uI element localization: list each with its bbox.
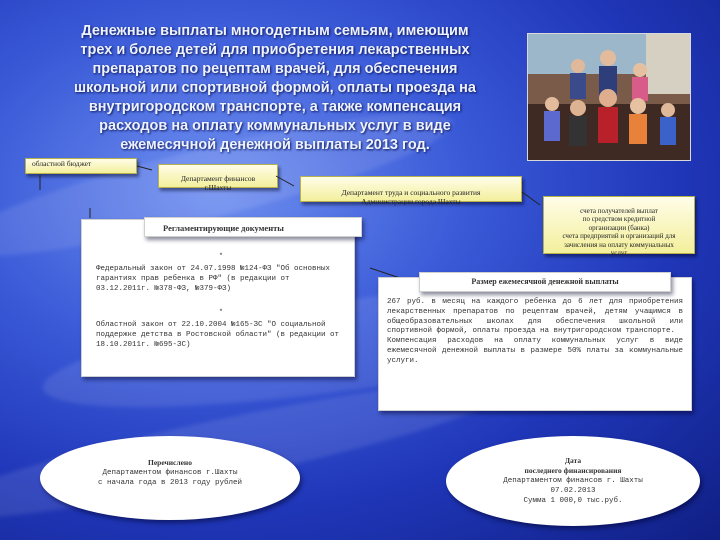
bullet-star: * [218, 253, 224, 261]
family-photo-image [528, 34, 690, 160]
oval-last-financing [446, 436, 700, 526]
document-item [96, 252, 346, 294]
slide-title: Денежные выплаты многодетным семьям, имеющим трех и более детей для приобретения лекарственных препаратов по рецептам врачей, для обеспечения школьной или спортивной формой, оплаты проезда на внутригородском транспорте, а также компенсация расходов на оплату коммунальных услуг в виде ежемесячной денежной выплаты 2013 год. [74, 23, 476, 153]
oval-transferred-text: Департаментом финансов г.Шахты с начала года в 2013 году рублей [97, 469, 243, 487]
flow-box-finance-department [158, 164, 278, 192]
document-item-text: Областной закон от 22.10.2004 №165-ЗС "О социальной поддержке детства в Ростовской области" (в редакции от 18.10.2011г. №695-ЗС) [96, 321, 340, 349]
documents-list [96, 246, 346, 364]
family-photo [527, 33, 691, 161]
flow-box-labor-department-text: Департамент труда и социального развития Администрации города Шахты [341, 188, 481, 206]
amount-panel [378, 277, 692, 411]
documents-panel [81, 219, 355, 377]
arrow-connector [522, 192, 540, 205]
flow-box-regional-budget [25, 158, 137, 174]
amount-text: 267 руб. в месяц на каждого ребенка до 6 лет для приобретения лекарственных препаратов по рецептам врачей, детям учащимся в общеобразовательных школах для обеспечения школьной или спортивной формой, оплаты проезда на внутригородском транспорте. Компенсация расходов на оплату коммунальных услуг в виде ежемесячной денежной выплаты в размере 50% платы за коммунальные услуги. [387, 298, 683, 365]
oval-transferred [40, 436, 300, 520]
oval-transferred-title: Перечислено [148, 458, 192, 467]
bullet-star: * [218, 309, 224, 317]
flow-box-labor-department [300, 176, 522, 206]
amount-heading: Размер ежемесячной денежной выплаты [419, 272, 671, 292]
document-item [96, 308, 346, 350]
documents-heading: Регламентирующие документы [144, 217, 362, 237]
flow-box-recipients [543, 196, 695, 257]
oval-last-financing-text: Департаментом финансов г. Шахты 07.02.2013 Сумма 1 000,0 тыс.руб. [503, 477, 643, 505]
flow-box-regional-budget-text: областной бюджет [32, 159, 92, 168]
flow-box-recipients-text: счета получателей выплат по средством кредитной организации (банка) счета предприятий и организаций для зачисления на оплату коммунальных услуг [562, 206, 676, 257]
document-item-text: Федеральный закон от 24.07.1998 №124-ФЗ "Об основных гарантиях прав ребенка в РФ" (в редакции от 03.12.2011г. №378-ФЗ, №379-ФЗ) [96, 265, 331, 293]
flow-box-finance-department-text: Департамент финансов г.Шахты [180, 174, 256, 192]
oval-last-financing-title: Дата последнего финансирования [524, 456, 622, 475]
